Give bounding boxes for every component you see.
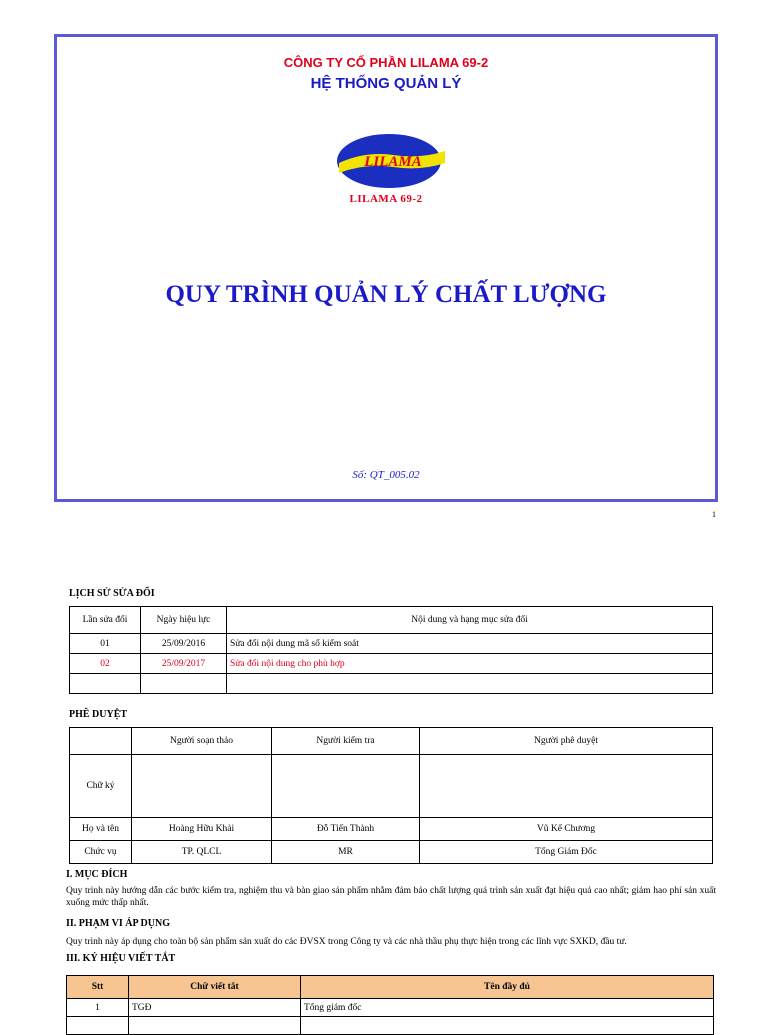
revision-date: 25/09/2016 (141, 634, 227, 654)
row-label: Chữ ký (70, 755, 132, 818)
signature-box (420, 755, 713, 818)
document-title: QUY TRÌNH QUẢN LÝ CHẤT LƯỢNG (165, 281, 607, 308)
header-cell: Lần sửa đổi (70, 607, 141, 634)
revision-history-table (69, 606, 713, 694)
logo-caption: LILAMA 69-2 (349, 193, 423, 205)
drafter-position: TP. QLCL (132, 841, 272, 864)
abbr-stt: 1 (67, 999, 129, 1017)
header-cell: Chữ viết tắt (129, 976, 301, 999)
signature-box (132, 755, 272, 818)
abbreviations-heading: III. KÝ HIỆU VIẾT TẮT (66, 953, 176, 964)
abbr-short: TGĐ (129, 999, 301, 1017)
header-cell: Người phê duyệt (420, 728, 713, 755)
table-row (70, 674, 713, 694)
table-row (70, 634, 713, 654)
revision-no: 01 (70, 634, 141, 654)
revision-content: Sửa đổi nội dung cho phù hợp (227, 654, 713, 674)
approval-table (69, 727, 713, 864)
table-row (67, 1017, 714, 1035)
signature-box (272, 755, 420, 818)
table-row (67, 999, 714, 1017)
table-row (70, 654, 713, 674)
lilama-logo-icon (335, 133, 449, 189)
purpose-text: Quy trình này hướng dẫn các bước kiểm tra, nghiệm thu và bàn giao sản phẩm nhằm đảm bảo chất lượng quá trình sản xuất đạt hiệu quả cao nhất; giảm hao phí sản xuất xuống mức thấp nhất. (66, 886, 716, 908)
header-cell: Stt (67, 976, 129, 999)
row-label: Họ và tên (70, 818, 132, 841)
company-name: CÔNG TY CỔ PHẦN LILAMA 69-2 (283, 55, 489, 70)
revision-history-heading: LỊCH SỬ SỬA ĐỔI (69, 588, 155, 599)
page-number: 1 (712, 510, 716, 519)
logo-text: LILAMA (364, 154, 422, 170)
revision-no: 02 (70, 654, 141, 674)
approval-heading: PHÊ DUYỆT (69, 709, 128, 720)
header-cell: Tên đầy đủ (301, 976, 714, 999)
approver-position: Tổng Giám Đốc (420, 841, 713, 864)
header-cell: Người soạn thảo (132, 728, 272, 755)
header-cell: Người kiểm tra (272, 728, 420, 755)
row-label: Chức vụ (70, 841, 132, 864)
header-cell: Ngày hiệu lực (141, 607, 227, 634)
cover-page-frame (54, 34, 718, 502)
abbr-full: Tổng giám đốc (301, 999, 714, 1017)
revision-content: Sửa đổi nội dung mã số kiểm soát (227, 634, 713, 654)
signature-row (70, 755, 713, 818)
scope-text: Quy trình này áp dụng cho toàn bộ sản phẩm sản xuất do các ĐVSX trong Công ty và các nhà thầu phụ thực hiện trong các lĩnh vực SXKD, đầu tư. (66, 937, 627, 947)
position-row (70, 841, 713, 864)
scope-heading: II. PHẠM VI ÁP DỤNG (66, 918, 170, 929)
approver-name: Vũ Kế Chương (420, 818, 713, 841)
management-system-title: HỆ THỐNG QUẢN LÝ (310, 75, 462, 92)
document-number: Số: QT_005.02 (352, 469, 420, 481)
checker-name: Đỗ Tiến Thành (272, 818, 420, 841)
revision-date: 25/09/2017 (141, 654, 227, 674)
header-cell: Nội dung và hạng mục sửa đổi (227, 607, 713, 634)
name-row (70, 818, 713, 841)
purpose-heading: I. MỤC ĐÍCH (66, 869, 128, 880)
table-header-row (67, 976, 714, 999)
drafter-name: Hoàng Hữu Khải (132, 818, 272, 841)
checker-position: MR (272, 841, 420, 864)
abbreviations-table (66, 975, 714, 1035)
table-header-row (70, 728, 713, 755)
table-header-row (70, 607, 713, 634)
